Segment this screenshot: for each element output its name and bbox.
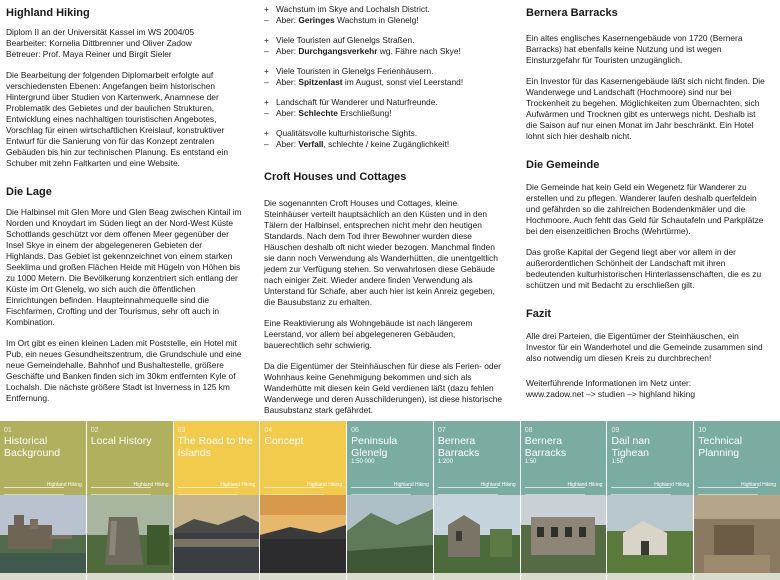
cover-meta-lines	[525, 487, 585, 495]
plus-icon: +	[264, 128, 269, 138]
column-right	[526, 0, 766, 410]
sunset-photo	[260, 495, 346, 573]
cover-scale: 1:50	[611, 459, 624, 465]
lage-paragraph-1: Die Halbinsel mit Glen More und Glen Beag zwischen Kintail im Norden und Knoydart im Süden liegt an der Nord-West Küste Schottlands geschützt vor dem offenen Meer gegenüber der Insel Skye in einem der abgelegeneren Gebieten der Highlands. Das Gebiet ist gekennzeichnet von einem starken Seeklima und großen Flächen Heide mit Hügeln von Höhen bis zu 1000 Metern. Die Bevölkerung konzentriert sich entlang der Küste im Ort Glenelg, wo sich auch die öffentlichen Einrichtungen befinden. Haupteinnahmequelle sind die Fischfarmen, Crofting und der Tourismus, sehr oft auch in Kombination.	[6, 207, 242, 327]
cover-logo: Highland Hiking	[567, 482, 603, 488]
interior-photo	[694, 495, 780, 573]
cover-meta-lines	[264, 487, 324, 495]
cover-logo: Highland Hiking	[46, 482, 82, 488]
cover-logo: Highland Hiking	[133, 482, 169, 488]
gemeinde-paragraph-2: Das große Kapital der Gegend liegt aber vor allem in der außerordentlichen Schönheit der Landschaft mit ihren bedeutenden kulturhistorischen Hinterlassenschaften, die es zu schützen und mit Bedacht zu erschließen gilt.	[526, 247, 762, 290]
croft-paragraph-3: Da die Eigentümer der Steinhäuschen für diese als Ferien- oder Wohnhaus keine Genehmigung bekommen und sich als Wanderhütte mit diesen kein Geld verdienen läßt (dazu fehlen Wanderwege und deren Ausschilderungen), ist diese historische Bausubstanz stark gefährdet.	[264, 361, 503, 415]
pro-text: Landschaft für Wanderer und Naturfreunde.	[276, 97, 438, 107]
barracks-photo	[521, 495, 607, 573]
cover-scale: 1:50	[524, 459, 537, 465]
links-label: Weiterführende Informationen im Netz unter:	[526, 378, 692, 388]
section-title-lage: Die Lage	[6, 186, 52, 198]
cover-logo: Highland Hiking	[480, 482, 516, 488]
plus-icon: +	[264, 4, 269, 14]
cover-number: 08	[524, 427, 533, 434]
pro-con-item	[264, 128, 504, 150]
croft-paragraph-2: Eine Reaktivierung als Wohngebäude ist nach längerem Leerstand, vor allem bei abgelegeneren Gebäuden, bauerechtlich sehr schwierig.	[264, 318, 473, 350]
map-cover-bernera-barracks-50[interactable]	[521, 421, 608, 580]
con-text: Aber: Durchgangsverkehr wg. Fähre nach Skye!	[276, 46, 461, 56]
pro-con-item	[264, 35, 504, 57]
links	[526, 378, 766, 400]
minus-icon: –	[264, 77, 269, 87]
cover-number: 06	[351, 427, 359, 434]
con-text: Aber: Verfall, schlechte / keine Zugänglichkeit!	[276, 139, 450, 149]
bernera-paragraph-1: Ein altes englisches Kasernengebäude von 1720 (Bernera Barracks) hat ebenfalls keine Nutzung und ist wegen Einsturzgefahr für Touristen unzugänglich.	[526, 33, 743, 65]
cover-logo: Highland Hiking	[307, 482, 343, 488]
plus-icon: +	[264, 66, 269, 76]
fazit-paragraph: Alle drei Parteien, die Eigentümer der Steinhäuschen, ein Investor für ein Wanderhotel und die Gemeinde zusammen sind also notwendig um diesen Kreis zu durchbrechen!	[526, 331, 763, 363]
cover-footer	[260, 573, 346, 580]
map-cover-road-to-islands[interactable]	[174, 421, 261, 580]
section-title-bernera: Bernera Barracks	[526, 7, 618, 19]
cover-title: Local History	[90, 435, 152, 447]
cover-number: 02	[90, 427, 99, 434]
cover-meta-lines	[351, 487, 411, 495]
pro-text: Wachstum im Skye and Lochalsh District.	[276, 4, 430, 14]
cover-footer	[521, 573, 607, 580]
pro-con-item	[264, 4, 504, 26]
credit-line: Bearbeiter: Kornelia Dittbrenner und Oliver Zadow	[6, 38, 192, 48]
cover-footer	[434, 573, 520, 580]
pro-con-item	[264, 66, 504, 88]
cover-number: 10	[698, 427, 707, 434]
cover-footer	[607, 573, 693, 580]
croft-paragraph-1: Die sogenannten Croft Houses und Cottages, kleine Steinhäuser verteilt hauptsächlich an den Küsten und in den Tälern der Halbinsel, entsprechen nicht mehr den heutigen Standards. Nach dem Tod ihrer Bewohner wurden diese Häuschen deshalb oft nicht wieder bezogen. Manchmal finden sie dann noch Verwendung als Wanderhütten, die unentgeltlich jedem zur Verfügung stehen. So verwahrlosen diese Gebäude nach einiger Zeit. Wieder andere finden Verwendung als Unterstand für Schafe, aber auch hier ist kein Anreiz gegeben, die Bausubstanz zu erhalten.	[264, 198, 498, 307]
cover-number: 01	[4, 427, 12, 434]
credit-line: Betreuer: Prof. Maya Reiner und Birgit Sieler	[6, 49, 172, 59]
con-text: Aber: Spitzenlast im August, sonst viel Leerstand!	[276, 77, 464, 87]
pro-text: Viele Touristen in Glenelgs Ferienhäusern.	[276, 66, 434, 76]
intro-paragraph: Die Bearbeitung der folgenden Diplomarbeit erfolgte auf verschiedensten Ebenen: Angefangen beim historischen Hintergrund über Studien von Kartenwerk, Anamnese der Problematik des Gebietes und der baulichen Strukturen, Entwicklung eines nachhaltigen touristischen Angebotes, Vorschlag für einen wirtschaftlichen Kreislauf, konstruktiver Entwurf für die Sanierung von für das Konzept zentralen Gebäuden bis hin zur technischen Planung. Es entstand ein Schuber mit zehn Faltkarten und eine Website.	[6, 70, 229, 168]
credit-line: Diplom II an der Universität Kassel im WS 2004/05	[6, 27, 195, 37]
pro-text: Qualitätsvolle kulturhistorische Sights.	[276, 128, 418, 138]
column-left	[6, 0, 243, 414]
cover-title: Dail nan Tighean	[611, 435, 650, 459]
cover-meta-lines	[91, 487, 151, 495]
website-link[interactable]: www.zadow.net –> studien –> highland hiking	[526, 389, 696, 399]
minus-icon: –	[264, 15, 269, 25]
cover-meta-lines	[438, 487, 498, 495]
map-cover-local-history[interactable]	[87, 421, 174, 580]
cover-title: Technical Planning	[698, 435, 743, 459]
cover-scale: 1:50 000	[351, 459, 375, 465]
map-cover-bernera-barracks-200[interactable]	[434, 421, 521, 580]
map-cover-concept[interactable]	[260, 421, 347, 580]
cover-meta-lines	[611, 487, 671, 495]
page-title: Highland Hiking	[6, 7, 90, 19]
cover-title: Concept	[264, 435, 304, 447]
section-title-croft: Croft Houses und Cottages	[264, 171, 407, 183]
cover-title: The Road to the Islands	[177, 435, 253, 459]
castle-photo	[0, 495, 86, 573]
credits	[6, 27, 243, 60]
section-title-gemeinde: Die Gemeinde	[526, 159, 600, 171]
cover-logo: Highland Hiking	[220, 482, 256, 488]
minus-icon: –	[264, 108, 269, 118]
cover-title: Historical Background	[4, 435, 61, 459]
lage-paragraph-2: Im Ort gibt es einen kleinen Laden mit Poststelle, ein Hotel mit Pub, ein neues Gesundheitszentrum, die Grundschule und eine neue Gemeindehalle. Bahnhof und Bushaltestelle, größere Geschäfte und Banken finden sich im 30km entfernten Kyle of Lochalsh. Die nächste größere Stadt ist Inverness in 125 km Entfernung.	[6, 338, 242, 403]
map-cover-dail-nan-tighean[interactable]	[607, 421, 694, 580]
cover-meta-lines	[698, 487, 758, 495]
cover-footer	[347, 573, 433, 580]
section-title-fazit: Fazit	[526, 308, 552, 320]
cover-title: Bernera Barracks	[524, 435, 567, 459]
con-text: Aber: Geringes Wachstum in Glenelg!	[276, 15, 419, 25]
cover-scale: 1:200	[437, 459, 453, 465]
cover-number: 04	[264, 427, 273, 434]
broch-photo	[87, 495, 173, 573]
map-cover-technical-planning[interactable]	[694, 421, 780, 580]
cover-number: 03	[177, 427, 186, 434]
plus-icon: +	[264, 35, 269, 45]
cover-title: Peninsula Glenelg	[351, 435, 398, 459]
cover-meta-lines	[4, 487, 64, 495]
con-text: Aber: Schlechte Erschließung!	[276, 108, 392, 118]
cover-number: 09	[611, 427, 620, 434]
cover-title: Bernera Barracks	[437, 435, 480, 459]
cover-footer	[694, 573, 780, 580]
glen-photo	[347, 495, 433, 573]
cottage-photo	[607, 495, 693, 573]
cover-footer	[0, 573, 86, 580]
plus-icon: +	[264, 97, 269, 107]
map-cover-historical-background[interactable]	[0, 421, 87, 580]
cover-logo: Highland Hiking	[393, 482, 429, 488]
cover-logo: Highland Hiking	[741, 482, 777, 488]
column-middle	[264, 4, 504, 426]
minus-icon: –	[264, 139, 269, 149]
cover-footer	[87, 573, 173, 580]
map-covers-strip	[0, 421, 780, 580]
pro-text: Viele Touristen auf Glenelgs Straßen.	[276, 35, 415, 45]
gemeinde-paragraph-1: Die Gemeinde hat kein Geld ein Wegenetz für Wanderer zu erstellen und zu pflegen. Wanderer laufen deshalb querfeldein und gefährden so die zahlreichen Bodendenkmäler und die Hochmoore. Auch fehlt das Geld für Schautafeln und Parkplätze bei den eisenzeitlichen Brochs (Wehrtürme).	[526, 182, 764, 236]
ruin-photo	[434, 495, 520, 573]
cover-meta-lines	[178, 487, 238, 495]
minus-icon: –	[264, 46, 269, 56]
map-cover-peninsula-glenelg[interactable]	[347, 421, 434, 580]
loch-photo	[174, 495, 260, 573]
bernera-paragraph-2: Ein Investor für das Kasernengebäude läßt sich nicht finden. Die Wanderwege und Landschaft (Hochmoore) sind nur bei Trockenheit zu begehen. Möglichkeiten zum Übernachten, sich Aufwärmen und Trocknen gibt es unterwegs nicht. Deshalb ist die Saison auf nur einen Monat im Jahr beschränkt. Ein Hotel lohnt sich hier deshalb nicht.	[526, 76, 765, 141]
cover-logo: Highland Hiking	[654, 482, 690, 488]
cover-footer	[174, 573, 260, 580]
pro-con-item	[264, 97, 504, 119]
cover-number: 07	[437, 427, 446, 434]
